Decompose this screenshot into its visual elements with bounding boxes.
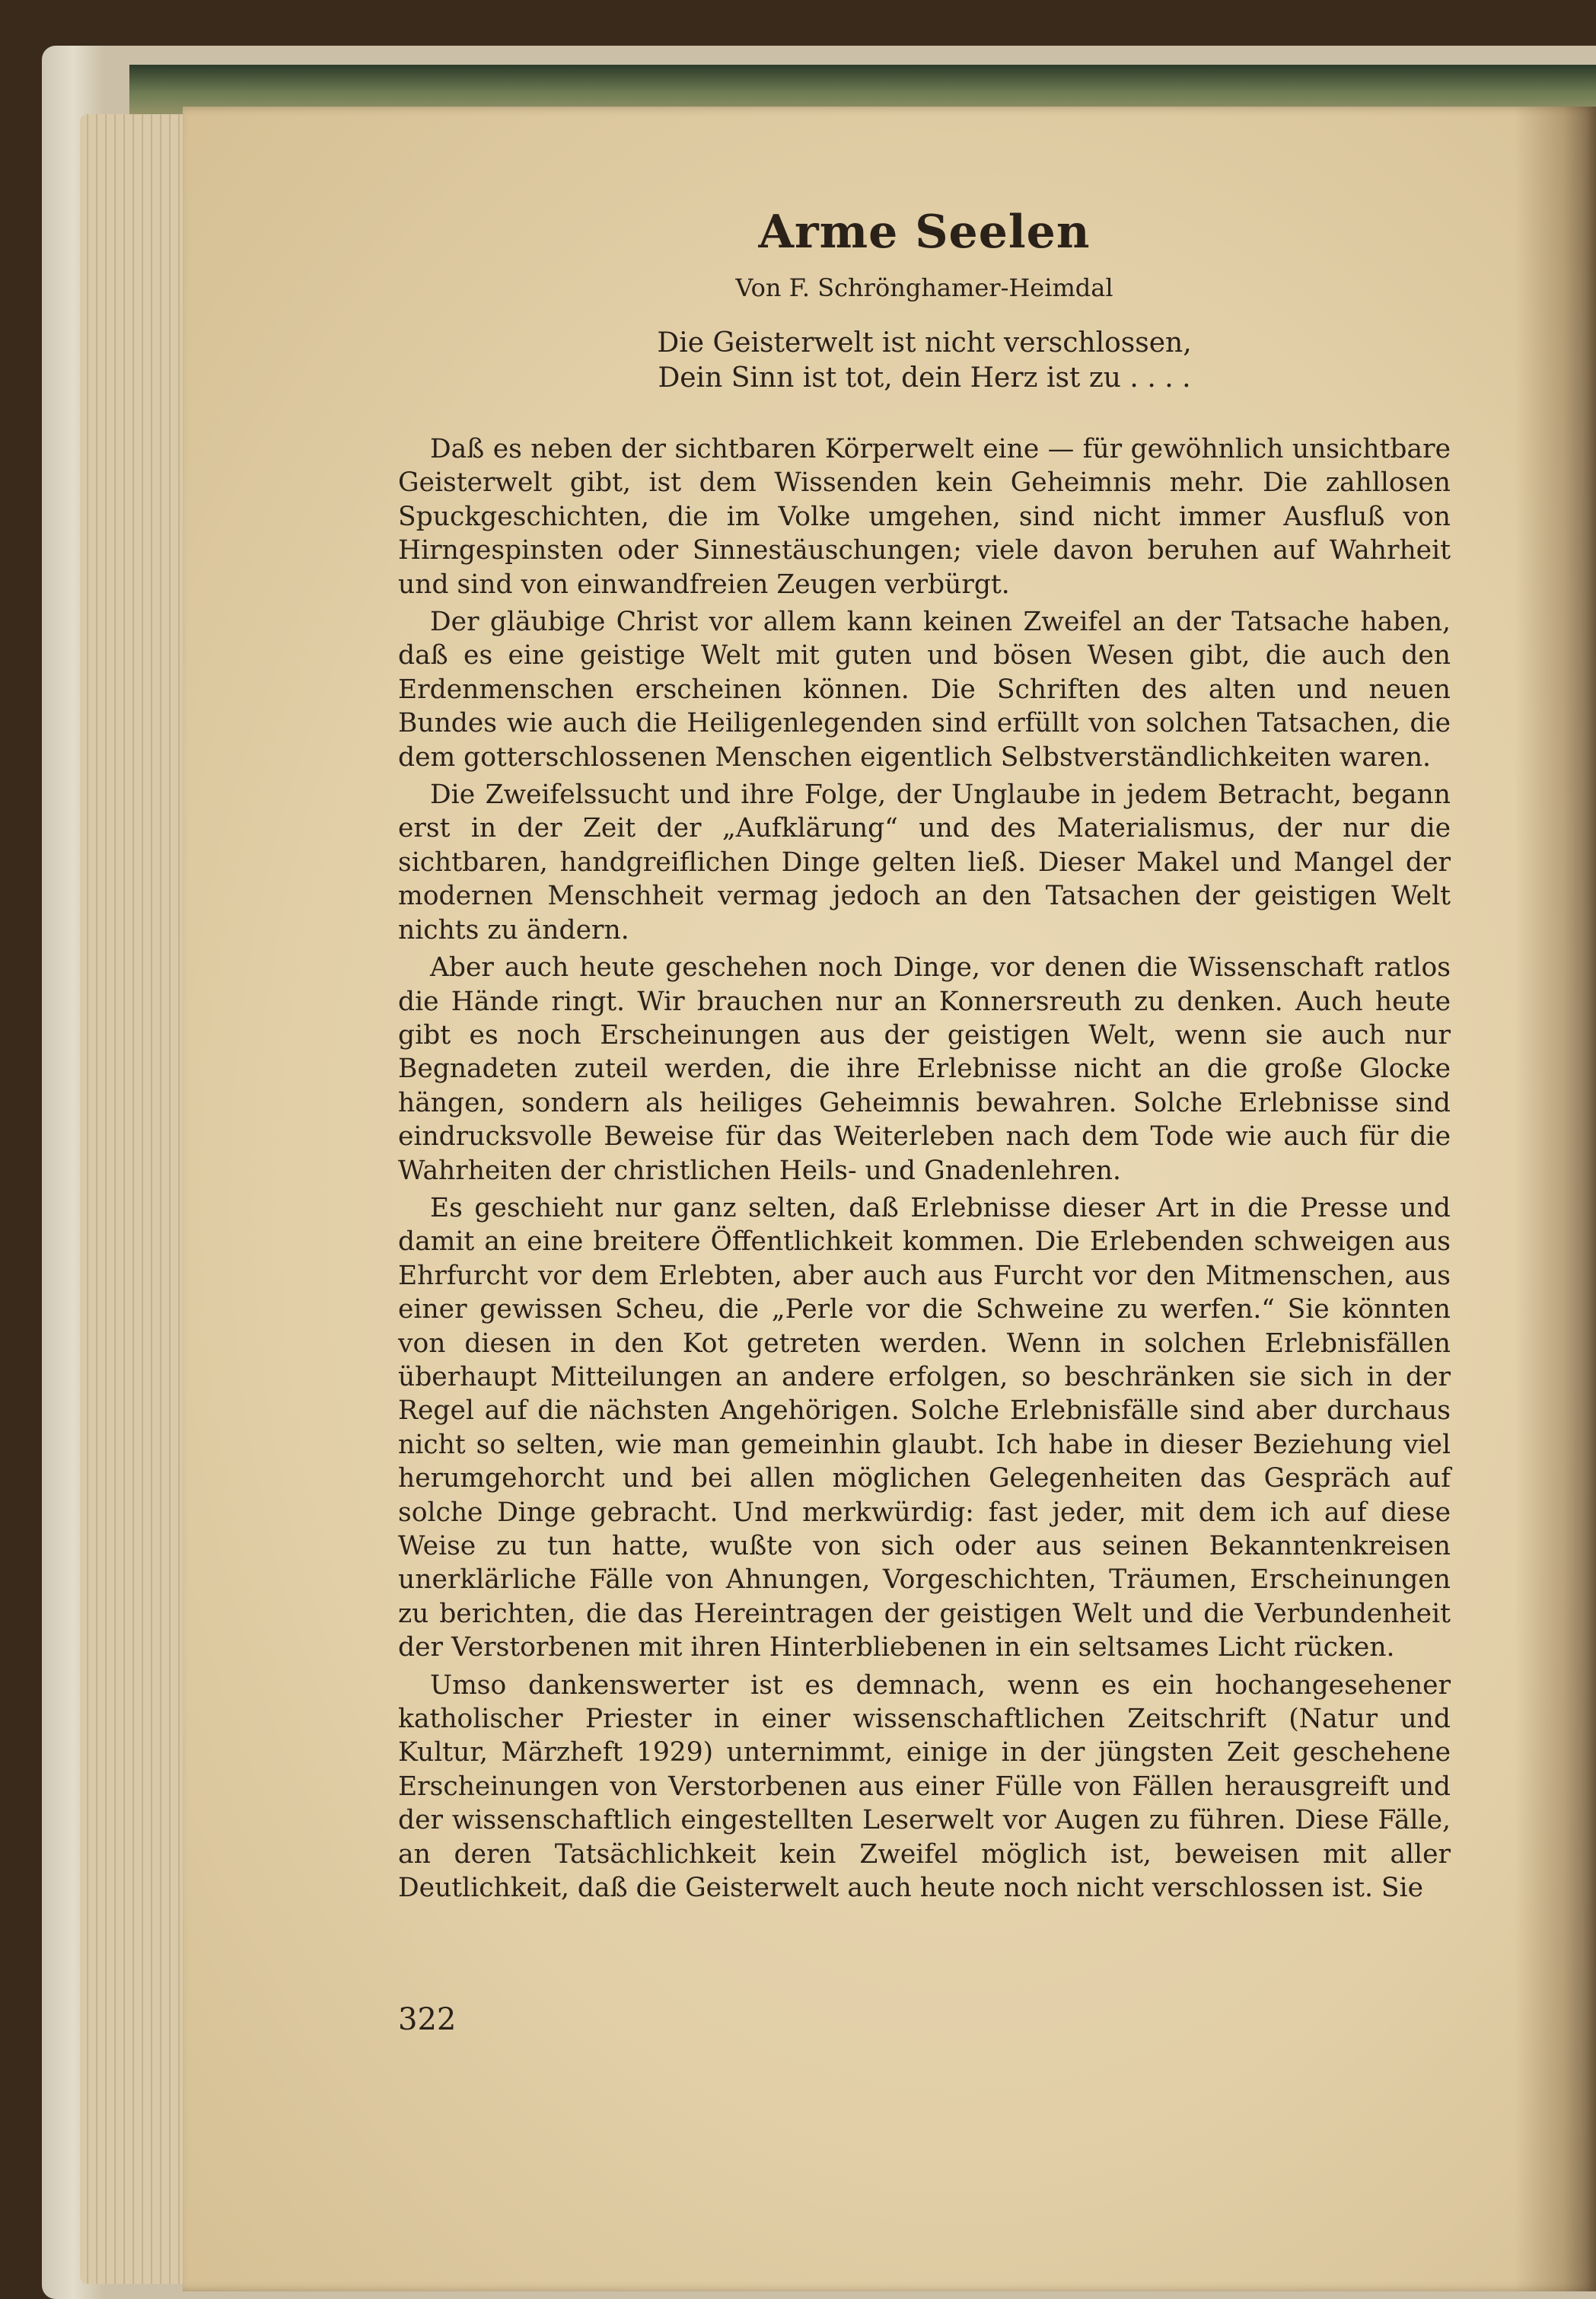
paragraph: Der gläubige Christ vor allem kann keinen Zweifel an der Tatsache haben, daß es eine geistige Welt mit guten und bösen Wesen gibt, die auch den Erdenmenschen erscheinen können. Die Schriften des alten und neuen Bundes wie auch die Heiligenlegenden sind erfüllt von solchen Tatsachen, die dem gotterschlossenen Menschen eigentlich Selbstverständlichkeiten waren.: [398, 607, 1451, 773]
article-author: Von F. Schrönghamer-Heimdal: [735, 273, 1113, 302]
paragraph: Daß es neben der sichtbaren Körperwelt eine — für gewöhnlich unsichtbare Geisterwelt gibt, ist dem Wissenden kein Geheimnis mehr. Die zahllosen Spuckgeschichten, die im Volke umgehen, sind nicht immer Ausfluß von Hirngespinsten oder Sinnestäuschungen; viele davon beruhen auf Wahrheit und sind von einwandfreien Zeugen verbürgt.: [398, 434, 1451, 600]
motto: [398, 326, 1451, 396]
gutter-shadow: [1515, 107, 1596, 2291]
article-title: Arme Seelen: [758, 206, 1091, 259]
motto-line: Die Geisterwelt ist nicht verschlossen,: [657, 327, 1192, 359]
page-content: [398, 206, 1451, 1908]
page-number: 322: [398, 2002, 457, 2037]
paragraph: Umso dankenswerter ist es demnach, wenn es ein hochangesehener katholischer Priester in einer wissenschaftlichen Zeitschrift (Natur und Kultur, Märzheft 1929) unternimmt, einige in der jüngsten Zeit geschehene Erscheinungen von Verstorbenen aus einer Fülle von Fällen herausgreift und der wissenschaftlich eingestellten Leserwelt vor Augen zu führen. Diese Fälle, an deren Tatsächlichkeit kein Zweifel möglich ist, beweisen mit aller Deutlichkeit, daß die Geisterwelt auch heute noch nicht verschlossen ist. Sie: [398, 1669, 1451, 1904]
page-edges: [80, 114, 194, 2284]
paragraph: Aber auch heute geschehen noch Dinge, vor denen die Wissenschaft ratlos die Hände ringt. Wir brauchen nur an Konnersreuth zu denken. Auch heute gibt es noch Erscheinungen aus der geistigen Welt, wenn sie auch nur Begnadeten zuteil werden, die ihre Erlebnisse nicht an die große Glocke hängen, sondern als heiliges Geheimnis bewahren. Solche Erlebnisse sind eindrucksvolle Beweise für das Weiterleben nach dem Tode wie auch für die Wahrheiten der christlichen Heils- und Gnadenlehren.: [398, 952, 1451, 1186]
paragraph: Die Zweifelssucht und ihre Folge, der Unglaube in jedem Betracht, begann erst in der Zeit der „Aufklärung“ und des Materialismus, der nur die sichtbaren, handgreiflichen Dinge gelten ließ. Dieser Makel und Mangel der modernen Menschheit vermag jedoch an den Tatsachen der geistigen Welt nichts zu ändern.: [398, 780, 1451, 945]
motto-line: Dein Sinn ist tot, dein Herz ist zu . . . .: [658, 362, 1191, 394]
paragraph: Es geschieht nur ganz selten, daß Erlebnisse dieser Art in die Presse und damit an eine breitere Öffentlichkeit kommen. Die Erlebenden schweigen aus Ehrfurcht vor dem Erlebten, aber auch aus Furcht vor den Mitmenschen, aus einer gewissen Scheu, die „Perle vor die Schweine zu werfen.“ Sie könnten von diesen in den Kot getreten werden. Wenn in solchen Erlebnisfällen überhaupt Mitteilungen an andere erfolgen, so beschränken sie sich in der Regel auf die nächsten Angehörigen. Solche Erlebnisfälle sind aber durchaus nicht so selten, wie man gemeinhin glaubt. Ich habe in dieser Beziehung viel herumgehorcht und bei allen möglichen Gelegenheiten das Gespräch auf solche Dinge gebracht. Und merkwürdig: fast jeder, mit dem ich auf diese Weise zu tun hatte, wußte von sich oder aus seinen Bekanntenkreisen unerklärliche Fälle von Ahnungen, Vorgeschichten, Träumen, Erscheinungen zu berichten, die das Hereintragen der geistigen Welt und die Verbundenheit der Verstorbenen mit ihren Hinterbliebenen in ein seltsames Licht rücken.: [398, 1192, 1451, 1663]
